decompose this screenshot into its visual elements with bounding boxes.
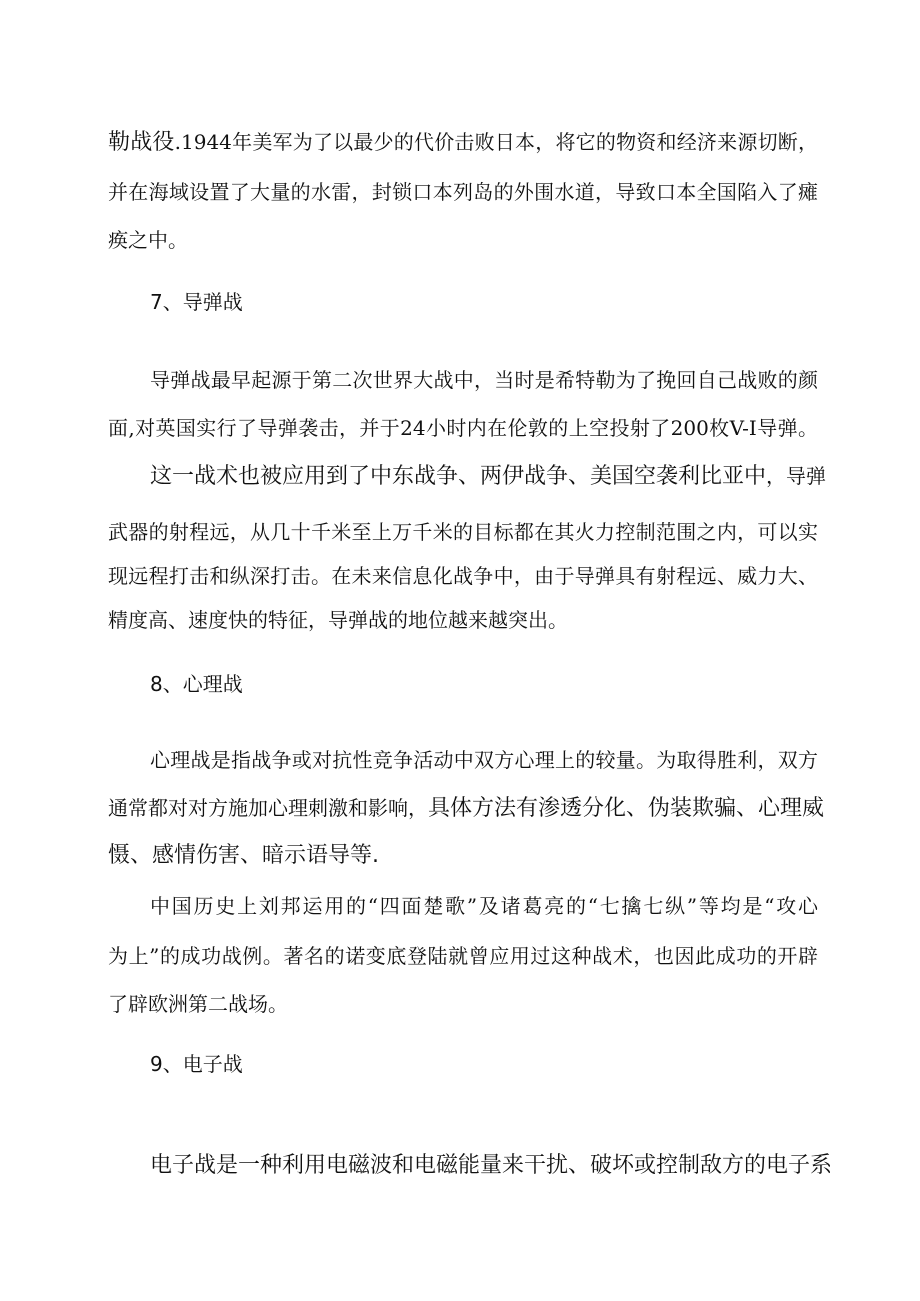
paragraph-1-line-1 <box>108 128 818 157</box>
paragraph-2-line-2-text: 面,对英国实行了导弹袭击，并于24小时内在伦敦的上空投射了200枚V-I导弹。 <box>108 416 818 440</box>
paragraph-1-line-2 <box>108 178 818 206</box>
paragraph-2-line-2 <box>108 414 818 442</box>
paragraph-3-line-1-tail: ，导弹 <box>766 464 827 488</box>
paragraph-2-line-1-text: 导弹战最早起源于第二次世界大战中，当时是希特勒为了挽回自己战败的颜 <box>150 368 818 392</box>
section-heading-8: 8、心理战 <box>150 672 243 696</box>
paragraph-4-line-2 <box>108 794 825 823</box>
paragraph-3-line-3-text: 现远程打击和纵深打击。在未来信息化战争中，由于导弹具有射程远、威力大、 <box>108 564 818 588</box>
paragraph-5-line-1-text: 中国历史上刘邦运用的“四面楚歌”及诸葛亮的“七擒七纵”等均是“攻心 <box>150 894 818 918</box>
paragraph-3-line-2-text: 武器的射程远，从几十千米至上万千米的目标都在其火力控制范围之内，可以实 <box>108 520 818 544</box>
paragraph-5-line-1 <box>150 892 818 920</box>
paragraph-4-line-2-tail: 具体方法有渗透分化、伪装欺骗、心理威 <box>428 796 825 821</box>
section-heading-7: 7、导弹战 <box>150 290 243 314</box>
paragraph-3-line-1 <box>150 462 827 491</box>
paragraph-5-line-2-text: 为上”的成功战例。著名的诺变底登陆就曾应用过这种战术，也因此成功的开辟 <box>108 944 818 968</box>
paragraph-4-line-1 <box>150 746 818 774</box>
paragraph-6-line-1 <box>150 1152 833 1180</box>
paragraph-3-line-3 <box>108 562 818 590</box>
paragraph-4-line-3: 慑、感情伤害、暗示语导等. <box>108 843 379 868</box>
paragraph-1-line-3: 痪之中。 <box>108 228 188 252</box>
paragraph-4-line-1-text: 心理战是指战争或对抗性竞争活动中双方心理上的较量。为取得胜利，双方 <box>150 748 818 772</box>
paragraph-1-line-1-text: .1944年美军为了以最少的代价击败日本，将它的物资和经济来源切断， <box>174 130 818 154</box>
paragraph-4-line-2-head: 通常都对对方施加心理刺激和影响， <box>108 796 428 820</box>
paragraph-1-lead: 勒战役 <box>108 130 175 155</box>
section-heading-9: 9、电子战 <box>150 1052 243 1076</box>
paragraph-3-lead: 这一战术也被应用到了中东战争、两伊战争、美国空袭利比亚中 <box>150 464 767 489</box>
paragraph-1-line-2-text: 并在海域设置了大量的水雷，封锁口本列岛的外围水道，导致口本全国陷入了瘫 <box>108 180 818 204</box>
paragraph-3-line-2 <box>108 518 818 546</box>
paragraph-2-line-1 <box>150 366 818 394</box>
paragraph-5-line-3: 了辟欧洲第二战场。 <box>108 992 288 1016</box>
paragraph-3-line-4: 精度高、速度快的特征，导弹战的地位越来越突出。 <box>108 608 568 632</box>
paragraph-6-line-1-text: 电子战是一种利用电磁波和电磁能量来干扰、破坏或控制敌方的电子系 <box>150 1153 833 1178</box>
paragraph-5-line-2 <box>108 942 818 970</box>
